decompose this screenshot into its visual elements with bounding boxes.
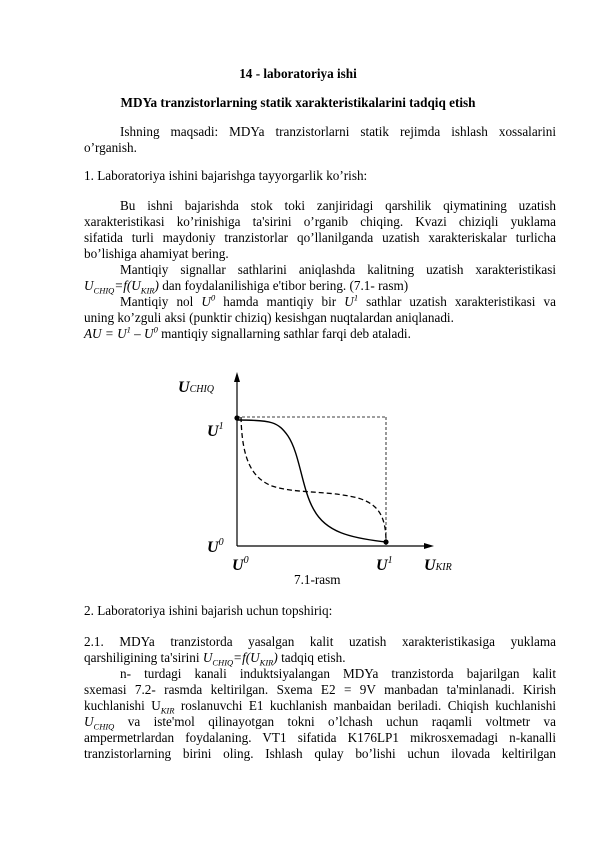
aim-line-1: Ishning maqsadi: MDYa tranzistorlarni statik rejimda ishlash xossalarini [120,124,556,139]
u0-level-label: $U^0$ [207,537,224,556]
section-1-heading: 1. Laboratoriya ishini bajarishga tayyorgarlik ko’rish: [84,168,368,183]
para-2-line-1: Mantiqiy signallar sathlarini aniqlashda kalitning uzatish xarakteristikasi [120,262,556,277]
u1-level-label: $U^1$ [207,421,224,440]
task-2-1-line-2: qarshiligining ta'sirini $U_{CHIQ}=f(U_{KIR})$ tadqiq etish. [84,650,346,668]
para-2-line-2: $U_{CHIQ}=f(U_{KIR})$ dan foydalanilishiga e'tibor bering. (7.1- rasm) [84,278,409,296]
para-3-line-2: uning ko’zguli aksi (punktir chiziq) kesishgan nuqtalardan aniqlanadi. [84,310,454,325]
transfer-characteristic-figure [178,370,470,580]
x-axis-arrow [424,543,434,549]
figure-caption: 7.1-rasm [294,572,341,587]
section-2-heading: 2. Laboratoriya ishini bajarish uchun topshiriq: [84,603,333,618]
x-u1-label: $U^1$ [376,555,393,574]
u1-point [234,415,239,420]
task-2-1-line-1: 2.1. MDYa tranzistorda yasalgan kalit uzatish xarakteristikasiga yuklama [84,634,556,649]
y-axis-label: UCHIQ [178,379,215,396]
x-u0-label: $U^0$ [232,555,249,574]
para-1-line-4: bo’lishiga ahamiyat bering. [84,246,229,261]
para-5-line-4: $U_{CHIQ}$ va iste'mol qilinayotgan tokni o’lchash uchun raqamli voltmetr va [84,714,556,732]
transfer-curve [237,420,386,542]
para-5-line-3: kuchlanishi $U_{KIR}$ roslanuvchi E1 kuchlanish manbaidan beriladi. Chiqish kuchlanishi [84,698,557,716]
para-1-line-2: xarakteristikasi ko’rinishiga ta'sirini o’rganib chiqing. Kvazi chiziqli yuklama [84,214,556,229]
aim-line-2: o’rganish. [84,140,137,155]
y-axis-arrow [234,372,240,382]
para-1-line-3: sifatida turli maydoniy tranzistorlar qo’llanilganda uzatish xarakteriskalar turlicha [84,230,556,245]
u0-point [383,539,388,544]
para-1-line-1: Bu ishni bajarishda stok toki zanjiridagi qarshilik qiymatining uzatish [120,198,556,213]
para-3-line-1: Mantiqiy nol $U^0$ hamda mantiqiy bir $U^1$ sathlar uzatish xarakteristikasi va [120,292,556,309]
lab-title: 14 - laboratoriya ishi [239,66,357,81]
para-4: AU = $U^1 - U^0$ mantiqiy signallarning sathlar farqi deb ataladi. [84,324,411,341]
mirror-curve [241,417,386,542]
x-axis-label: UKIR [424,557,452,574]
para-5-line-1: n- turdagi kanali induktsiyalangan MDYa tranzistorda bajarilgan kalit [120,666,556,681]
para-5-line-2: sxemasi 7.2- rasmda keltirilgan. Sxema E2 = 9V manbadan ta'minlanadi. Kirish [84,682,556,697]
lab-subtitle: MDYa tranzistorlarning statik xarakteristikalarini tadqiq etish [120,95,476,110]
para-5-line-6: tranzistorlarning birini oling. Ishlash qulay bo’lishi uchun ilovada keltirilgan [84,746,556,761]
para-5-line-5: ampermetrlardan foydalaning. VT1 sifatida K176LP1 mikrosxemadagi n-kanalli [84,730,556,745]
